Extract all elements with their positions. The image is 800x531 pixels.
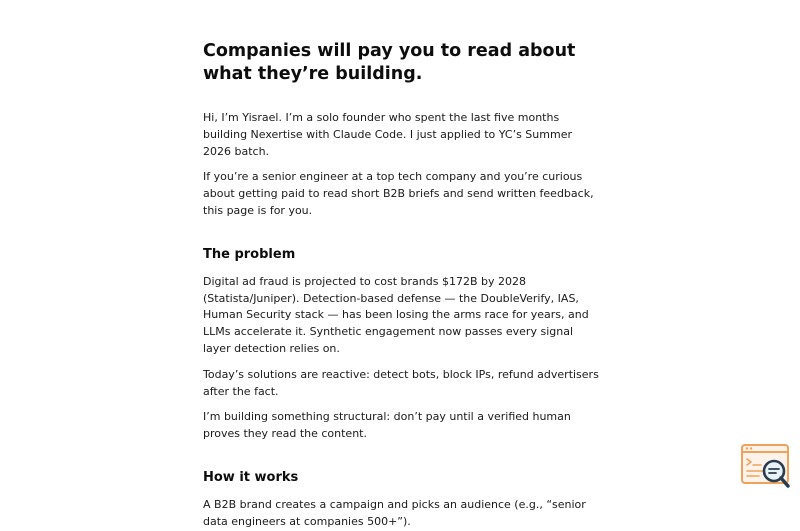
problem-paragraph-3: I’m building something structural: don’t pay until a verified human proves they read the content. (203, 410, 571, 441)
widget-dot (750, 447, 752, 449)
how-it-works-paragraph-1: A B2B brand creates a campaign and picks an audience (e.g., “senior data engineers at companies 500+”). (203, 497, 586, 528)
intro-paragraph-1: Hi, I’m Yisrael. I’m a solo founder who spent the last five months building Nexertise with Claude Code. I just applied to YC’s Summer 2026 batch. (203, 111, 572, 158)
article (203, 40, 603, 531)
widget-dot (746, 447, 748, 449)
section-heading-how-it-works: How it works (203, 469, 299, 485)
problem-paragraph-2: Today’s solutions are reactive: detect bots, block IPs, refund advertisers after the fact. (203, 367, 599, 398)
section-heading-problem: The problem (203, 246, 296, 262)
page-title-line-2: what they’re building. (203, 64, 423, 84)
intro-paragraph-2: If you’re a senior engineer at a top tech company and you’re curious about getting paid to read short B2B briefs and send written feedback, this page is for you. (203, 170, 594, 217)
problem-paragraph-1: Digital ad fraud is projected to cost brands $172B by 2028 (Statista/Juniper). Detection-based defense — the DoubleVerify, IAS, Human Security stack — has been losing the arms race for years, and LLMs accelerate it. Synthetic engagement now passes every signal layer detection relies on. (203, 274, 589, 355)
search-browser-icon (741, 444, 791, 490)
page-title (203, 40, 603, 86)
search-widget-button[interactable] (741, 444, 791, 490)
page-title-line-1: Companies will pay you to read about (203, 41, 576, 61)
